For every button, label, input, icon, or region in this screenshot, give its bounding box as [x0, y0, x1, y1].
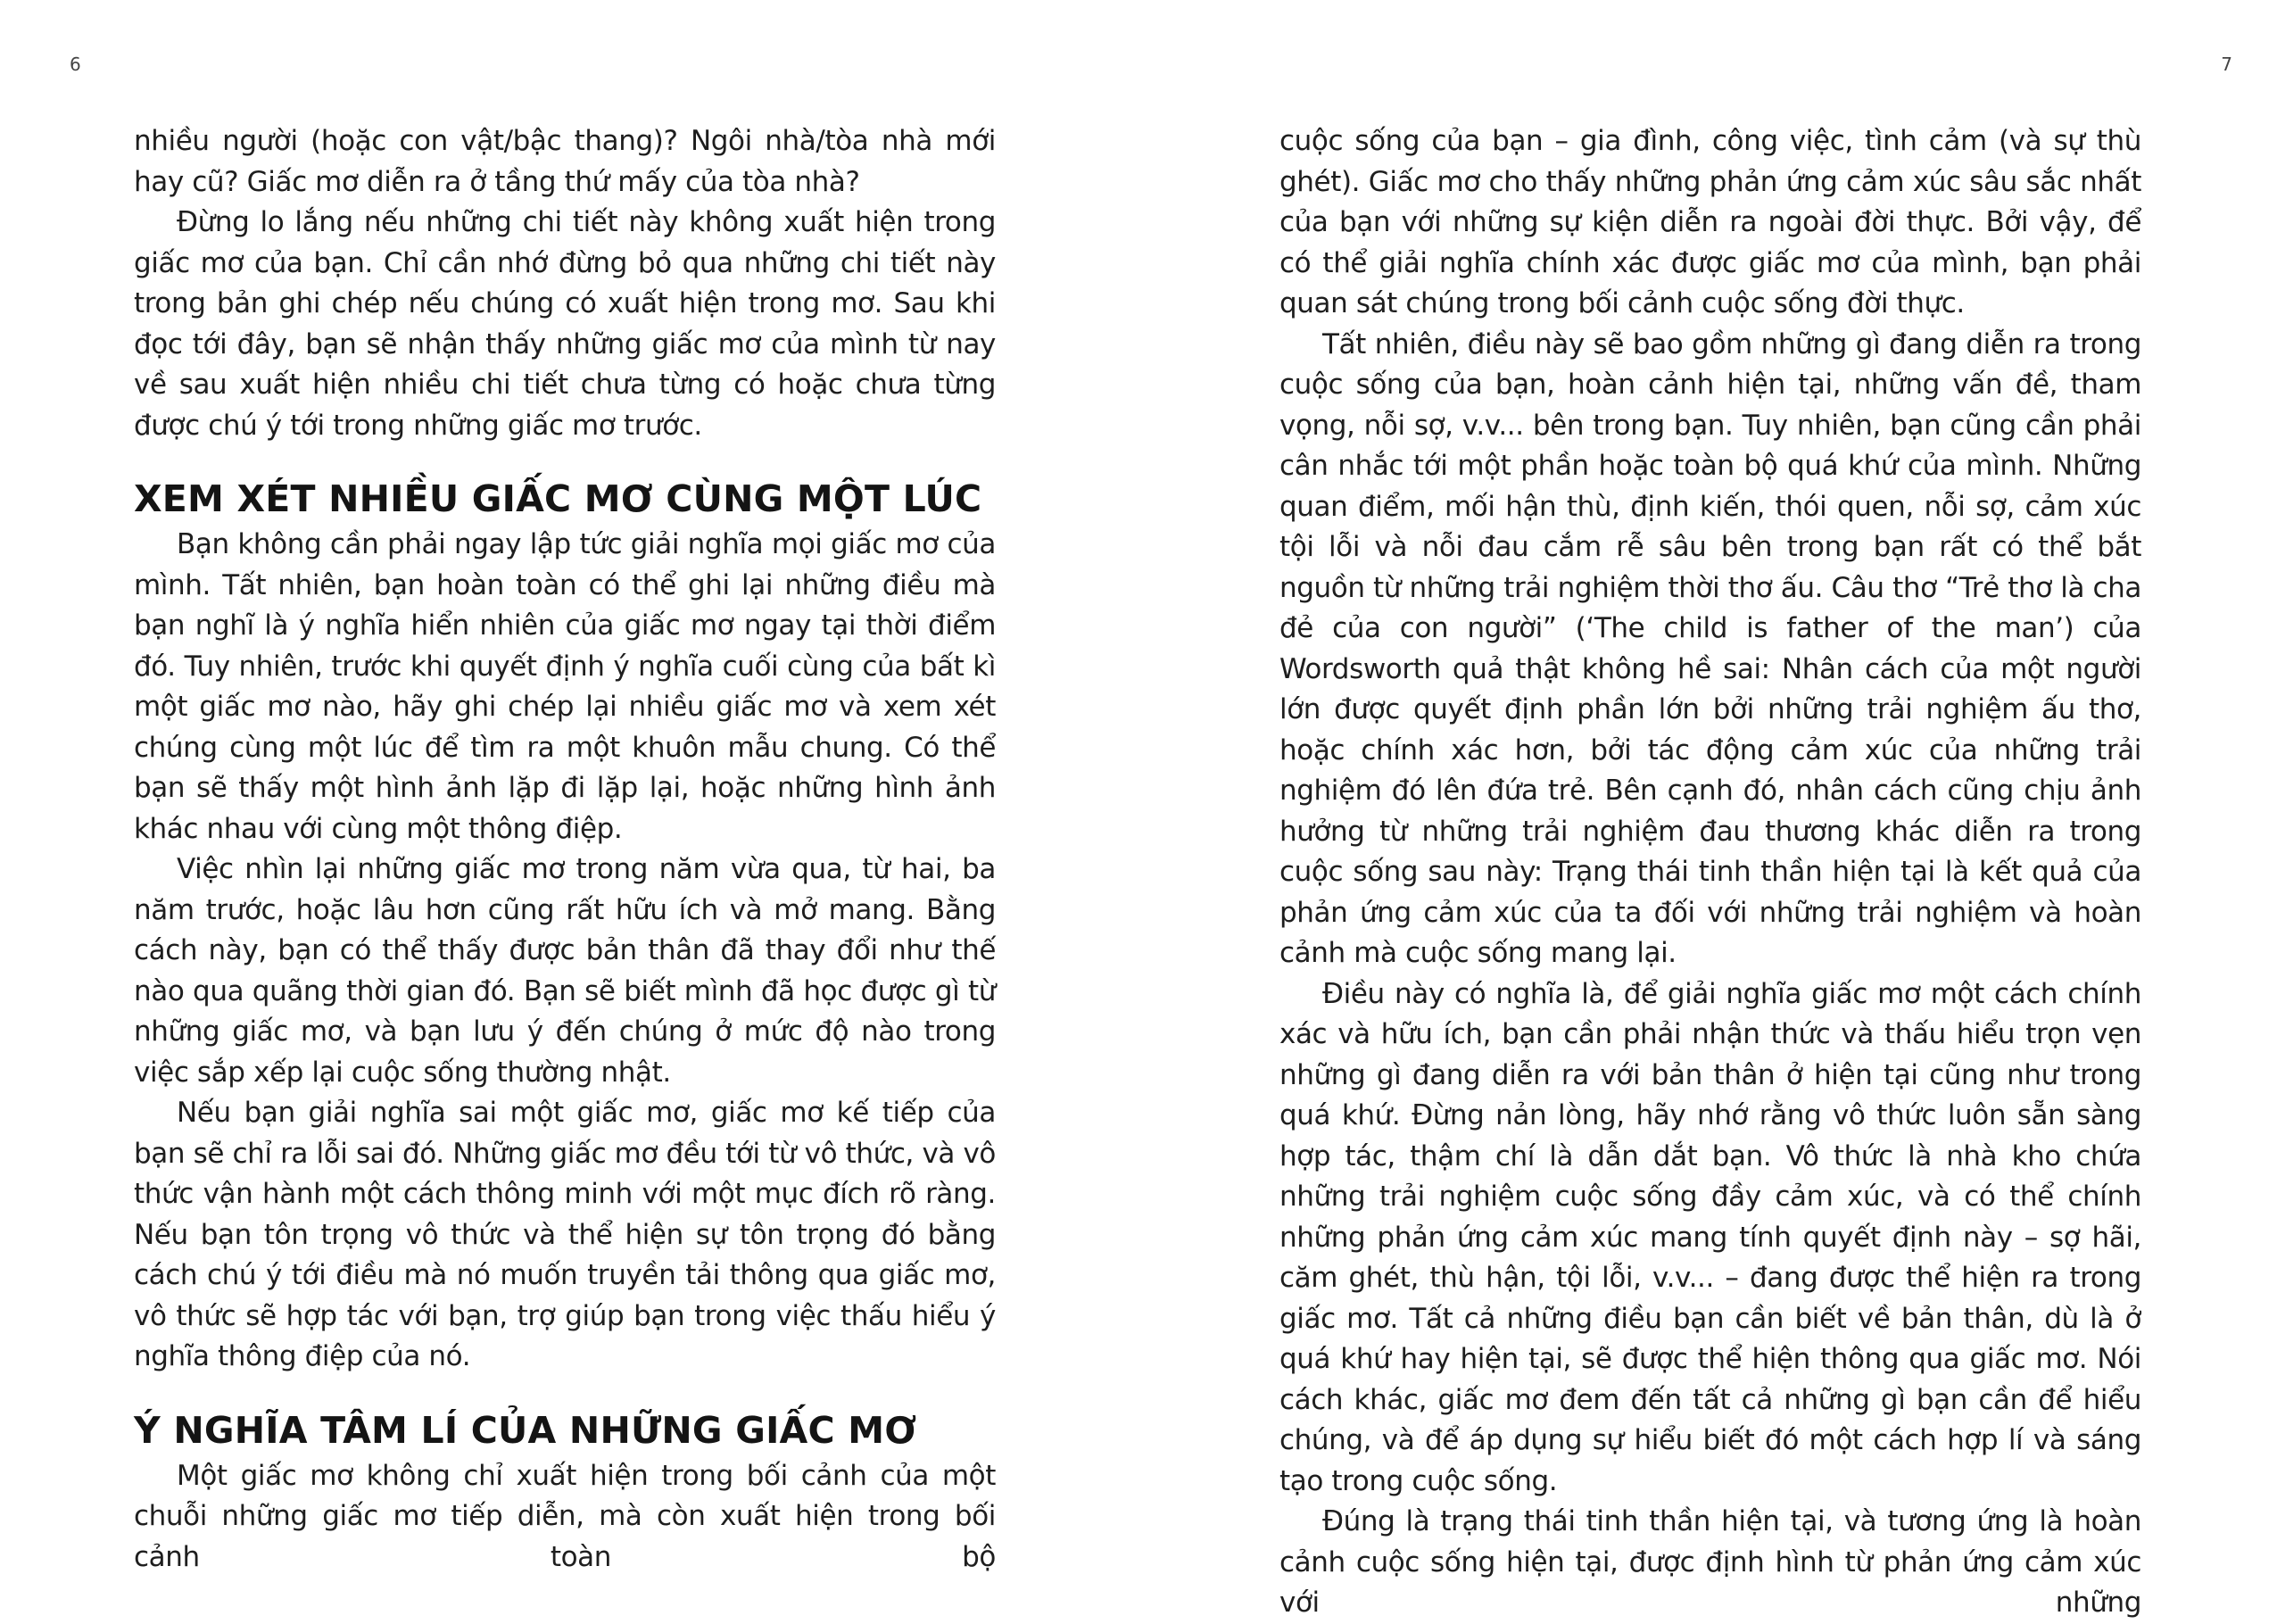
section-heading-multiple-dreams: XEM XÉT NHIỀU GIẤC MƠ CÙNG MỘT LÚC — [134, 477, 982, 520]
continuation-paragraph: cuộc sống của bạn – gia đình, công việc, tình cảm (và sự thù ghét). Giấc mơ cho thấy những phản ứng cảm xúc sâu sắc nhất của bạn với những sự kiện diễn ra ngoài đời thực. Bởi vậy, để có thể giải nghĩa chính xác được giấc mơ của mình, bạn phải quan sát chúng trong bối cảnh cuộc sống đời thực. — [1279, 125, 2141, 319]
right-page — [1138, 0, 2277, 1619]
body-paragraph: Một giấc mơ không chỉ xuất hiện trong bối cảnh của một chuỗi những giấc mơ tiếp diễn, mà còn xuất hiện trong bối cảnh toàn bộ — [134, 1459, 996, 1573]
right-text-column — [1279, 121, 2141, 1624]
body-paragraph: Đúng là trạng thái tinh thần hiện tại, và tương ứng là hoàn cảnh cuộc sống hiện tại, được định hình từ phản ứng cảm xúc với những — [1279, 1505, 2141, 1619]
section-heading-psychological-meaning: Ý NGHĨA TÂM LÍ CỦA NHỮNG GIẤC MƠ — [134, 1408, 917, 1452]
page-number: 6 — [70, 54, 81, 75]
body-paragraph: Nếu bạn giải nghĩa sai một giấc mơ, giấc mơ kế tiếp của bạn sẽ chỉ ra lỗi sai đó. Những giấc mơ đều tới từ vô thức, và vô thức vận hành một cách thông minh với một mục đích rõ ràng. Nếu bạn tôn trọng vô thức và thể hiện sự tôn trọng đó bằng cách chú ý tới điều mà nó muốn truyền tải thông qua giấc mơ, vô thức sẽ hợp tác với bạn, trợ giúp bạn trong việc thấu hiểu ý nghĩa thông điệp của nó. — [134, 1097, 996, 1372]
body-paragraph: Việc nhìn lại những giấc mơ trong năm vừa qua, từ hai, ba năm trước, hoặc lâu hơn cũng rất hữu ích và mở mang. Bằng cách này, bạn có thể thấy được bản thân đã thay đổi như thế nào qua quãng thời gian đó. Bạn sẽ biết mình đã học được gì từ những giấc mơ, và bạn lưu ý đến chúng ở mức độ nào trong việc sắp xếp lại cuộc sống thường nhật. — [134, 853, 996, 1089]
left-text-column — [134, 121, 996, 1578]
page-number: 7 — [2221, 54, 2232, 75]
body-paragraph: Đừng lo lắng nếu những chi tiết này không xuất hiện trong giấc mơ của bạn. Chỉ cần nhớ đừng bỏ qua những chi tiết này trong bản ghi chép nếu chúng có xuất hiện trong mơ. Sau khi đọc tới đây, bạn sẽ nhận thấy những giấc mơ của mình từ nay về sau xuất hiện nhiều chi tiết chưa từng có hoặc chưa từng được chú ý tới trong những giấc mơ trước. — [134, 206, 996, 442]
left-page — [0, 0, 1138, 1610]
body-paragraph: Bạn không cần phải ngay lập tức giải nghĩa mọi giấc mơ của mình. Tất nhiên, bạn hoàn toàn có thể ghi lại những điều mà bạn nghĩ là ý nghĩa hiển nhiên của giấc mơ ngay tại thời điểm đó. Tuy nhiên, trước khi quyết định ý nghĩa cuối cùng của bất kì một giấc mơ nào, hãy ghi chép lại nhiều giấc mơ và xem xét chúng cùng một lúc để tìm ra một khuôn mẫu chung. Có thể bạn sẽ thấy một hình ảnh lặp đi lặp lại, hoặc những hình ảnh khác nhau với cùng một thông điệp. — [134, 528, 996, 845]
continuation-paragraph: nhiều người (hoặc con vật/bậc thang)? Ngôi nhà/tòa nhà mới hay cũ? Giấc mơ diễn ra ở tầng thứ mấy của tòa nhà? — [134, 125, 996, 198]
body-paragraph: Điều này có nghĩa là, để giải nghĩa giấc mơ một cách chính xác và hữu ích, bạn cần phải nhận thức và thấu hiểu trọn vẹn những gì đang diễn ra với bản thân ở hiện tại cũng như trong quá khứ. Đừng nản lòng, hãy nhớ rằng vô thức luôn sẵn sàng hợp tác, thậm chí là dẫn dắt bạn. Vô thức là nhà kho chứa những trải nghiệm cuộc sống đầy cảm xúc, và có thể chính những phản ứng cảm xúc mang tính quyết định này – sợ hãi, căm ghét, thù hận, tội lỗi, v.v... – đang được thể hiện ra trong giấc mơ. Tất cả những điều bạn cần biết về bản thân, dù là ở quá khứ hay hiện tại, sẽ được thể hiện thông qua giấc mơ. Nói cách khác, giấc mơ đem đến tất cả những gì bạn cần để hiểu chúng, và để áp dụng sự hiểu biết đó một cách hợp lí và sáng tạo trong cuộc sống. — [1279, 977, 2141, 1497]
body-paragraph: Tất nhiên, điều này sẽ bao gồm những gì đang diễn ra trong cuộc sống của bạn, hoàn cảnh hiện tại, những vấn đề, tham vọng, nỗi sợ, v.v... bên trong bạn. Tuy nhiên, bạn cũng cần phải cân nhắc tới một phần hoặc toàn bộ quá khứ của mình. Những quan điểm, mối hận thù, định kiến, thói quen, nỗi sợ, cảm xúc tội lỗi và nỗi đau cắm rễ sâu bên trong bạn rất có thể bắt nguồn từ những trải nghiệm thời thơ ấu. Câu thơ “Trẻ thơ là cha đẻ của con người” (‘The child is father of the man’) của Wordsworth quả thật không hề sai: Nhân cách của một người lớn được quyết định phần lớn bởi những trải nghiệm ấu thơ, hoặc chính xác hơn, bởi tác động cảm xúc của những trải nghiệm đó lên đứa trẻ. Bên cạnh đó, nhân cách cũng chịu ảnh hưởng từ những trải nghiệm đau thương khác diễn ra trong cuộc sống sau này: Trạng thái tinh thần hiện tại là kết quả của phản ứng cảm xúc của ta đối với những trải nghiệm và hoàn cảnh mà cuộc sống mang lại. — [1279, 327, 2141, 969]
